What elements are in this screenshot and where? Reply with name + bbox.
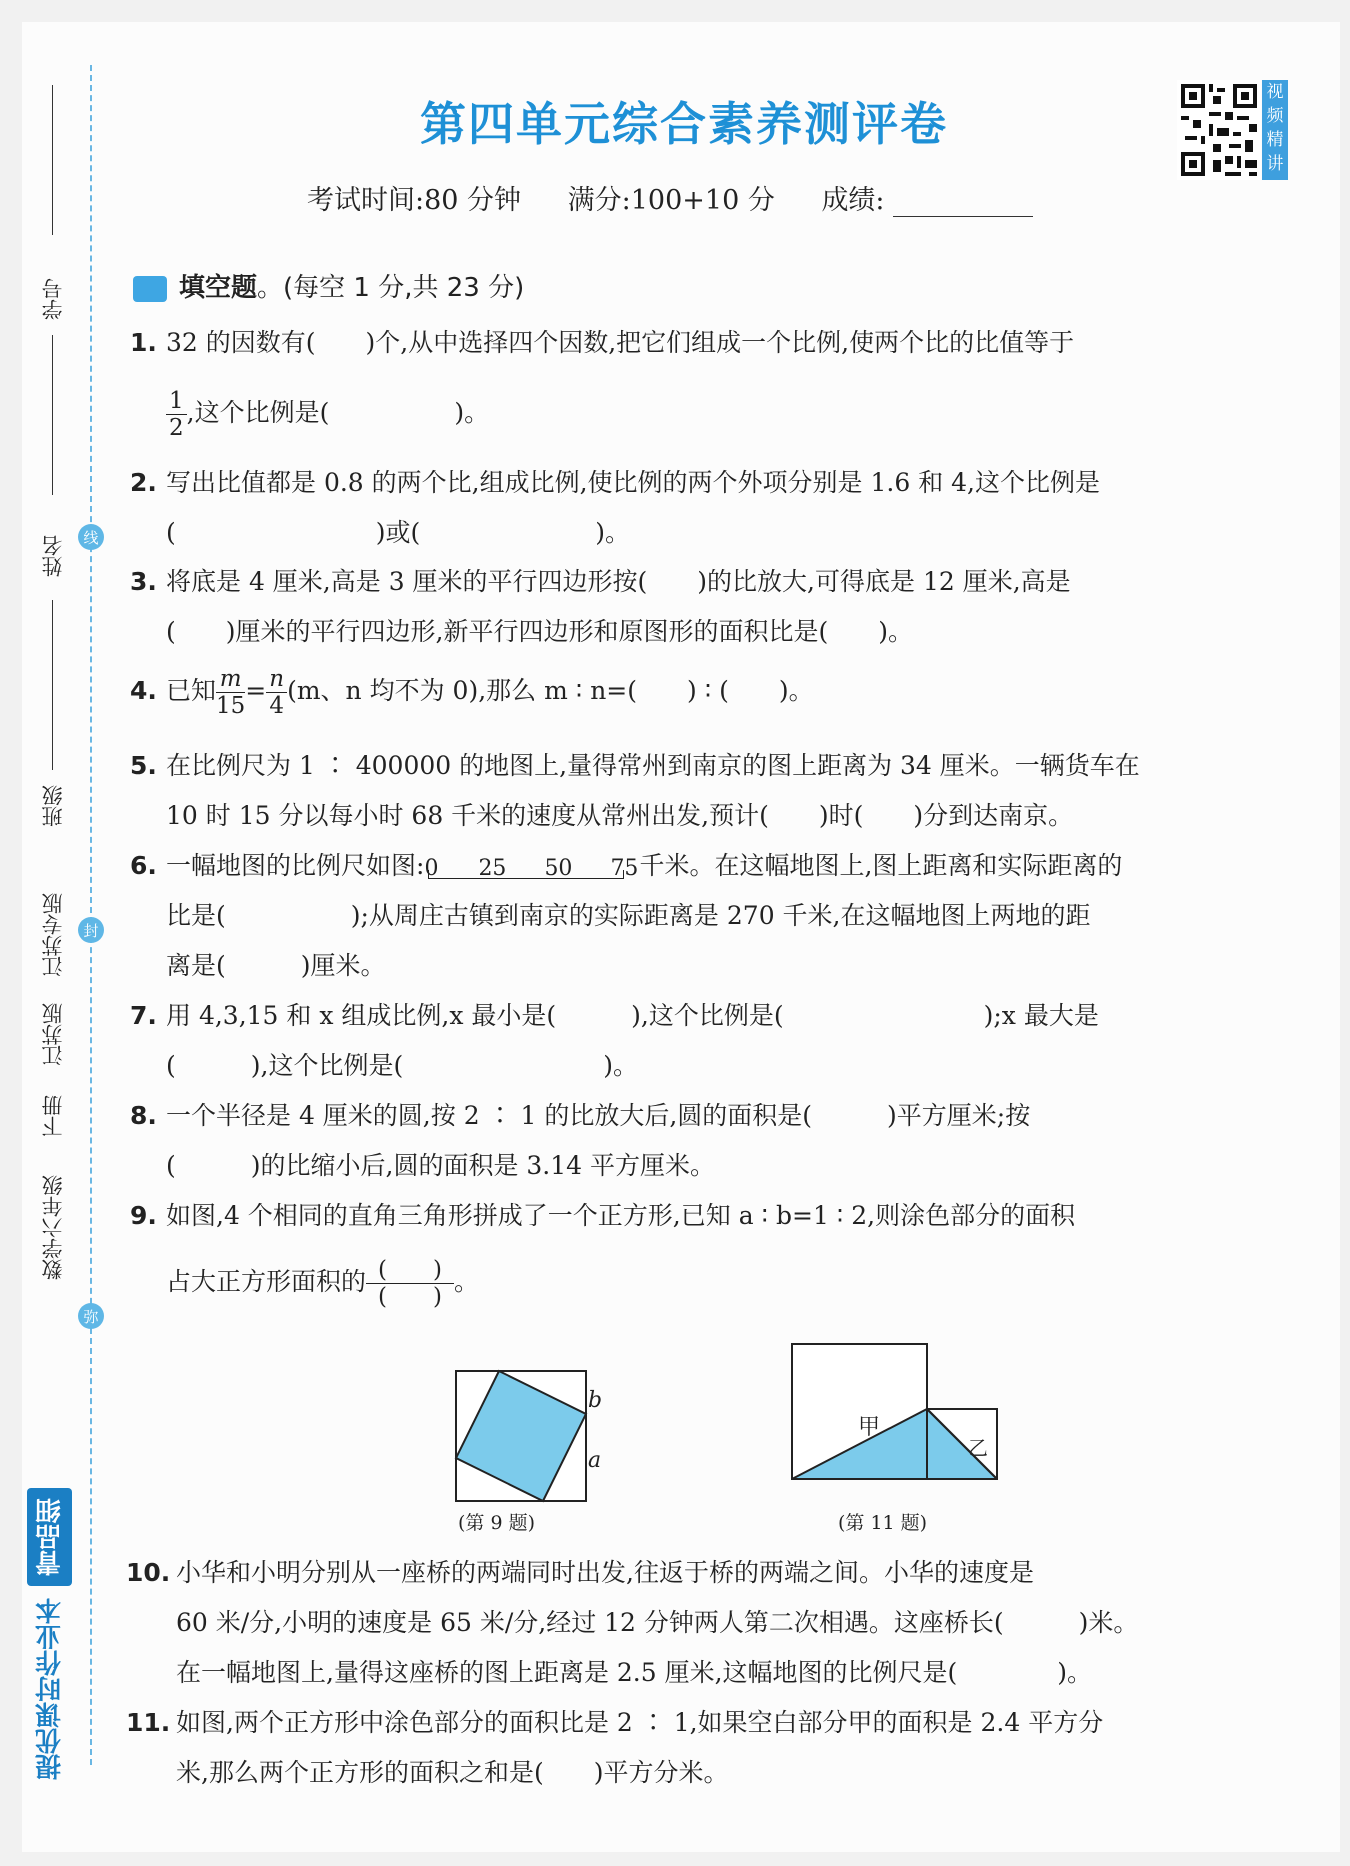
- scale-bar: [424, 848, 639, 888]
- question-9: [130, 1191, 1310, 1310]
- equals-sign: =: [245, 676, 267, 705]
- page-title: 第四单元综合素养测评卷: [420, 97, 948, 151]
- question-number: 6.: [130, 851, 157, 880]
- question-text: 如图,4 个相同的直角三角形拼成了一个正方形,已知 a ∶ b=1 ∶ 2,则涂色部分的面积: [166, 1201, 1076, 1230]
- question-3: [130, 557, 1310, 657]
- question-number: 7.: [130, 1001, 157, 1030]
- question-number: 2.: [130, 468, 157, 497]
- binding-dashed-line: [90, 65, 92, 1765]
- question-number: 5.: [130, 751, 157, 780]
- question-text: 在一幅地图上,量得这座桥的图上距离是 2.5 厘米,这幅地图的比例尺是( )。: [176, 1658, 1093, 1687]
- question-number: 11.: [126, 1708, 171, 1737]
- full-score: 满分:100+10 分: [567, 185, 775, 216]
- question-number: 9.: [130, 1201, 157, 1230]
- exam-time: 考试时间:80 分钟: [307, 185, 522, 216]
- section-1-name: 填空题: [179, 273, 258, 303]
- label-b: b: [588, 1388, 603, 1413]
- figure-11: [788, 1338, 998, 1503]
- score-label: 成绩:: [821, 185, 885, 216]
- label-a: a: [588, 1448, 602, 1473]
- name-line: [52, 335, 53, 495]
- question-text: 比是( );从周庄古镇到南京的实际距离是 270 千米,在这幅地图上两地的距: [166, 901, 1091, 930]
- video-tag[interactable]: 视频精讲: [1262, 80, 1288, 180]
- question-8: [130, 1091, 1310, 1191]
- score-blank[interactable]: [893, 188, 1033, 217]
- qr-code-icon[interactable]: [1177, 80, 1261, 180]
- scale-tick: [428, 870, 429, 879]
- question-5: [130, 741, 1310, 841]
- question-number: 3.: [130, 567, 157, 596]
- question-text: 写出比值都是 0.8 的两个比,组成比例,使比例的两个外项分别是 1.6 和 4,这个比例是: [166, 468, 1100, 497]
- question-2: [130, 458, 1310, 558]
- scale-line: [428, 878, 623, 879]
- figure-9: [450, 1365, 610, 1510]
- student-id-line: [52, 85, 53, 235]
- question-number: 4.: [130, 676, 157, 705]
- section-1-note: 。(每空 1 分,共 23 分): [257, 273, 525, 303]
- brand-vertical-logo: [22, 1230, 78, 1780]
- question-text: ( ),这个比例是( )。: [166, 1051, 638, 1080]
- figure-9-caption: (第 9 题): [458, 1512, 535, 1534]
- question-number: 8.: [130, 1101, 157, 1130]
- label-yi: 乙: [968, 1436, 988, 1460]
- fraction-m-15: $\frac{m}{15}$: [216, 666, 246, 719]
- scale-tick-label: 25: [478, 855, 507, 881]
- question-text: 在比例尺为 1 ∶ 400000 的地图上,量得常州到南京的图上距离为 34 厘米。一辆货车在: [166, 751, 1140, 780]
- volume-label: 下册: [41, 1095, 65, 1137]
- class-line: [52, 600, 53, 770]
- question-text: 。: [453, 1267, 479, 1296]
- question-11: [126, 1698, 1306, 1798]
- brand-prefix-text: 青品细: [28, 1488, 73, 1586]
- scale-tick-label: 75: [610, 855, 639, 881]
- question-text: 小华和小明分别从一座桥的两端同时出发,往返于桥的两端之间。小华的速度是: [176, 1558, 1034, 1587]
- name-label: 姓名: [41, 535, 65, 577]
- question-text: ,这个比例是( )。: [186, 398, 490, 427]
- fraction-n-4: $\frac{n}{4}$: [266, 666, 287, 719]
- question-text: 用 4,3,15 和 x 组成比例,x 最小是( ),这个比例是( );x 最大是: [166, 1001, 1099, 1030]
- class-label: 班级: [41, 785, 65, 827]
- question-text: 60 米/分,小明的速度是 65 米/分,经过 12 分钟两人第二次相遇。这座桥长( )米。: [176, 1608, 1139, 1637]
- question-6: [130, 841, 1310, 991]
- question-text: 已知: [166, 676, 217, 705]
- brand-main-text: 提优课时作业本: [35, 1598, 66, 1780]
- question-text: 如图,两个正方形中涂色部分的面积比是 2 ∶ 1,如果空白部分甲的面积是 2.4 平方分: [176, 1708, 1104, 1737]
- question-text: ( )厘米的平行四边形,新平行四边形和原图形的面积比是( )。: [166, 617, 913, 646]
- scale-unit: 千米: [639, 851, 690, 880]
- seal-mark-mi: 弥: [78, 1303, 104, 1329]
- question-number: 10.: [126, 1558, 171, 1587]
- exam-info: [307, 178, 1071, 217]
- student-id-label: 学号: [41, 278, 65, 320]
- scale-tick: [623, 870, 624, 879]
- figure-11-caption: (第 11 题): [838, 1512, 928, 1534]
- question-text: 32 的因数有( )个,从中选择四个因数,把它们组成一个比例,使两个比的比值等于: [166, 328, 1075, 357]
- question-text: ( )的比缩小后,圆的面积是 3.14 平方厘米。: [166, 1151, 716, 1180]
- question-text: 离是( )厘米。: [166, 951, 386, 980]
- question-7: [130, 991, 1310, 1091]
- section-1-header: [133, 267, 524, 304]
- seal-mark-feng: 封: [78, 917, 104, 943]
- question-text: 米,那么两个正方形的面积之和是( )平方分米。: [176, 1758, 729, 1787]
- question-text: 一幅地图的比例尺如图:: [166, 851, 425, 880]
- question-text: 将底是 4 厘米,高是 3 厘米的平行四边形按( )的比放大,可得底是 12 厘米,高是: [166, 567, 1071, 596]
- question-text: 10 时 15 分以每小时 68 千米的速度从常州出发,预计( )时( )分到达南京。: [166, 801, 1074, 830]
- scale-tick-label: 0: [424, 855, 439, 881]
- fraction-one-half: $\frac{1}{2}$: [166, 388, 187, 441]
- edition-su-label: 江苏专版: [41, 893, 65, 977]
- question-4: [130, 666, 1310, 719]
- question-text: 占大正方形面积的: [166, 1267, 367, 1296]
- question-text: ( )或( )。: [166, 518, 631, 547]
- label-jia: 甲: [858, 1415, 881, 1440]
- seal-mark-xian: 线: [78, 524, 104, 550]
- scale-tick-label: 50: [544, 855, 573, 881]
- fraction-answer-blank[interactable]: ( ) ( ): [366, 1257, 454, 1310]
- question-number: 1.: [130, 328, 157, 357]
- section-number-badge: [133, 276, 167, 302]
- question-text: 一个半径是 4 厘米的圆,按 2 ∶ 1 的比放大后,圆的面积是( )平方厘米;按: [166, 1101, 1031, 1130]
- grade-label: 数学六年级: [41, 1175, 65, 1280]
- edition-label: 江苏版: [41, 1003, 65, 1066]
- question-text: 。在这幅地图上,图上距离和实际距离的: [689, 851, 1123, 880]
- question-10: [126, 1548, 1306, 1698]
- question-1: [130, 318, 1310, 441]
- question-text: (m、n 均不为 0),那么 m ∶ n=( ) ∶ ( )。: [287, 676, 814, 705]
